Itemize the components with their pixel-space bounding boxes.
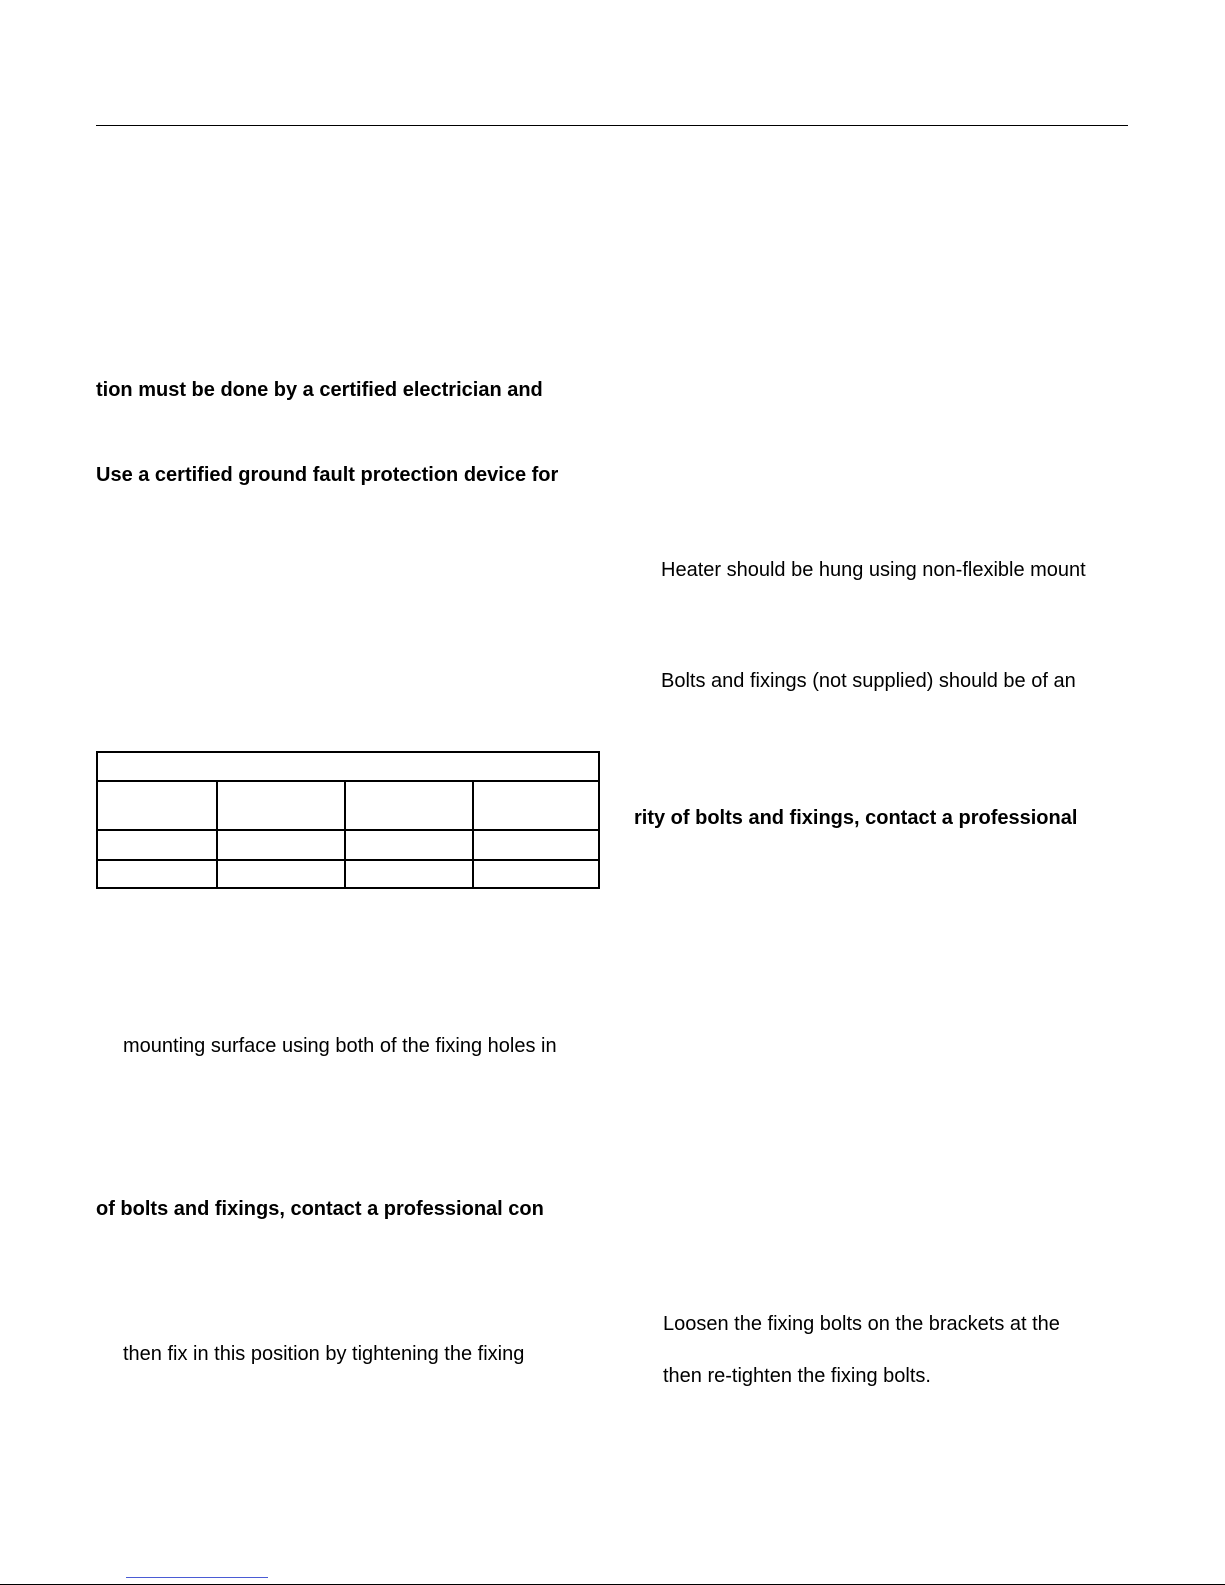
spec-table (96, 751, 600, 889)
header-rule (96, 125, 1128, 126)
left-text-line: then fix in this position by tightening the fixing (123, 1343, 525, 1365)
right-text-line: Loosen the fixing bolts on the brackets at the (663, 1313, 1060, 1335)
left-text-line: tion must be done by a certified electrician and (96, 379, 543, 401)
left-text-line: Use a certified ground fault protection device for (96, 464, 559, 486)
right-text-line: Bolts and fixings (not supplied) should be of an (661, 670, 1076, 692)
table-row-divider (98, 829, 598, 831)
right-text-line: rity of bolts and fixings, contact a professional (634, 807, 1078, 829)
left-text-line: mounting surface using both of the fixing holes in (123, 1035, 557, 1057)
right-text-line: Heater should be hung using non-flexible mount (661, 559, 1086, 581)
table-row-divider (98, 780, 598, 782)
table-row-divider (98, 859, 598, 861)
left-text-line: of bolts and fixings, contact a professional con (96, 1198, 544, 1220)
table-column-divider (216, 781, 218, 887)
footer-link-underline[interactable] (126, 1577, 268, 1578)
table-column-divider (344, 781, 346, 887)
right-text-line: then re-tighten the fixing bolts. (663, 1365, 931, 1387)
table-column-divider (472, 781, 474, 887)
